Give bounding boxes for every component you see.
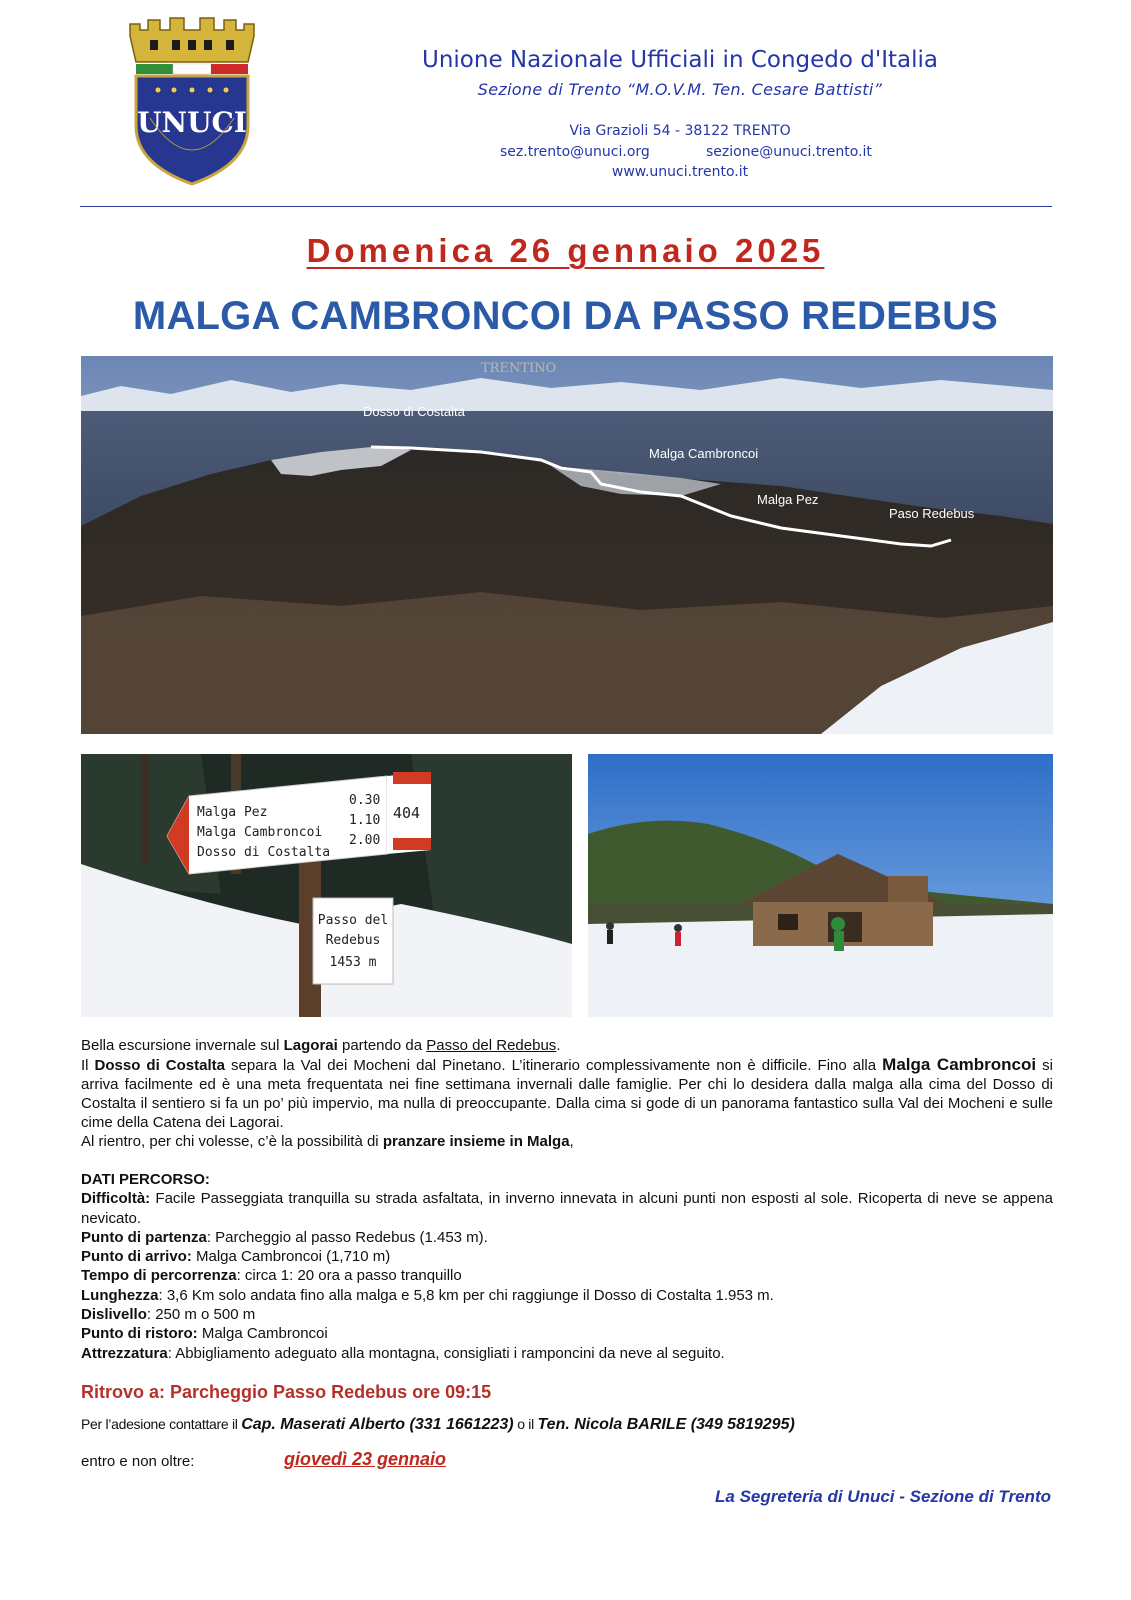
field-value: Malga Cambroncoi [197,1325,328,1343]
field-value: Malga Cambroncoi (1,710 m) [191,1248,391,1266]
crest-text: UNUCI [137,106,247,139]
pass-sign-line-3: 1453 m [329,955,377,970]
desc-text: separa la Val dei Mocheni dal Pinetano. L’itinerario complessivamente non è difficile. Fino alla [225,1057,883,1074]
desc-text: partendo da [337,1037,427,1054]
header-divider [80,206,1052,207]
meeting-point: Ritrovo a: Parcheggio Passo Redebus ore 09:15 [81,1382,492,1402]
route-heading [81,1170,1053,1189]
desc-text: si arriva facilmente ed è una meta frequentata nei fine settimana invernali dalle famiglie. Per chi lo desidera dalla malga alla cima del Dosso di Costalta il sentiero si fa un po’ più impervio, ma nulla di preoccupante. Dalla cima si gode di un panorama fantastico sulla Val dei Mocheni e sulle cime della Catena dei Lagorai. [81,1057,1054,1131]
email-link-1[interactable]: sez.trento@unuci.org [500,144,650,160]
signature: La Segreteria di Unuci - Sezione di Trento [715,1487,1051,1506]
desc-bold-pranzo: pranzare insieme in Malga [382,1133,570,1150]
label-dosso-costalta: Dosso di Costalta [363,404,465,419]
label-paso-redebus: Paso Redebus [889,506,975,521]
desc-text: Al rientro, per chi volesse, c’è la possibilità di [81,1133,383,1150]
route-difficolta [81,1189,1053,1228]
pass-sign-line-2: Redebus [325,933,381,948]
registration-contacts [81,1416,795,1434]
desc-underline-passo: Passo del Redebus [426,1037,557,1054]
contact-intro: Per l’adesione contattare il [81,1416,242,1432]
sign-row-3-time: 2.00 [349,833,381,848]
deadline-label: entro e non oltre: [81,1453,195,1470]
sign-row-2-time: 1.10 [349,813,381,828]
sign-row-2-place: Malga Cambroncoi [197,825,323,840]
desc-bold-lagorai: Lagorai [283,1037,338,1054]
route-tempo [81,1266,1053,1285]
event-description [81,1036,1053,1151]
sign-trail-number: 404 [393,804,421,822]
field-value: : Abbigliamento adeguato alla montagna, consigliati i ramponcini da neve al seguito. [167,1344,725,1362]
route-ristoro [81,1324,1053,1343]
desc-text: , [569,1133,574,1150]
malga-hut-photo [588,754,1053,1017]
desc-bold-dosso: Dosso di Costalta [94,1057,225,1074]
label-malga-cambroncoi: Malga Cambroncoi [649,446,759,461]
route-details [81,1170,1053,1363]
route-attrezzatura [81,1344,1053,1363]
email-link-2[interactable]: sezione@unuci.trento.it [706,144,872,160]
desc-text: Bella escursione invernale sul [81,1037,284,1054]
field-value: : 3,6 Km solo andata fino alla malga e 5,8 km per chi raggiunge il Dosso di Costalta 1.953 m. [158,1286,774,1304]
desc-bold-malga: Malga Cambroncoi [882,1055,1037,1074]
route-partenza [81,1228,1053,1247]
section-name: Sezione di Trento “M.O.V.M. Ten. Cesare Battisti” [477,80,883,99]
watermark-text: TRENTINO [481,361,557,376]
contact-1: Cap. Maserati Alberto (331 1661223) [241,1416,514,1433]
event-date-text: Domenica 26 gennaio 2025 [306,232,825,269]
label-malga-pez: Malga Pez [757,492,819,507]
route-heading-text: DATI PERCORSO: [81,1171,210,1188]
description-paragraph-3 [81,1132,1053,1151]
field-label: Dislivello [81,1306,147,1324]
field-label: Lunghezza [81,1286,159,1304]
contact-2: Ten. Nicola BARILE (349 5819295) [537,1416,795,1433]
sign-row-1-place: Malga Pez [197,805,268,820]
sign-row-1-time: 0.30 [349,793,381,808]
trail-signpost-photo [81,754,572,1017]
field-value: : circa 1: 20 ora a passo tranquillo [236,1267,462,1285]
field-label: Punto di partenza [81,1228,207,1246]
organization-name: Unione Nazionale Ufficiali in Congedo d'Italia [422,47,938,73]
description-paragraph-2 [81,1055,1053,1132]
contact-separator: o il [513,1416,538,1432]
route-lunghezza [81,1286,1053,1305]
address: Via Grazioli 54 - 38122 TRENTO [569,123,791,139]
field-label: Punto di arrivo: [81,1248,192,1266]
field-label: Attrezzatura [81,1344,168,1362]
field-label: Tempo di percorrenza [81,1267,237,1285]
deadline-date: giovedì 23 gennaio [284,1449,447,1469]
event-title: MALGA CAMBRONCOI DA PASSO REDEBUS [132,294,999,338]
field-value: : 250 m o 500 m [146,1306,256,1324]
field-label: Punto di ristoro: [81,1325,198,1343]
route-dislivello [81,1305,1053,1324]
route-panorama-photo [81,356,1053,734]
desc-text: Il [81,1057,95,1074]
unuci-crest-logo [122,14,262,189]
field-label: Difficoltà: [81,1190,151,1208]
pass-sign-line-1: Passo del [317,913,389,928]
event-date [0,232,1131,270]
route-arrivo [81,1247,1053,1266]
website-link[interactable]: www.unuci.trento.it [611,164,749,180]
desc-text: . [556,1037,561,1054]
field-value: : Parcheggio al passo Redebus (1.453 m). [206,1228,488,1246]
field-value: Facile Passeggiata tranquilla su strada asfaltata, in inverno innevata in alcuni punti non esposti al sole. Ricoperta di neve se appena nevicato. [81,1190,1053,1227]
description-paragraph-1 [81,1036,1053,1055]
sign-row-3-place: Dosso di Costalta [197,845,331,860]
